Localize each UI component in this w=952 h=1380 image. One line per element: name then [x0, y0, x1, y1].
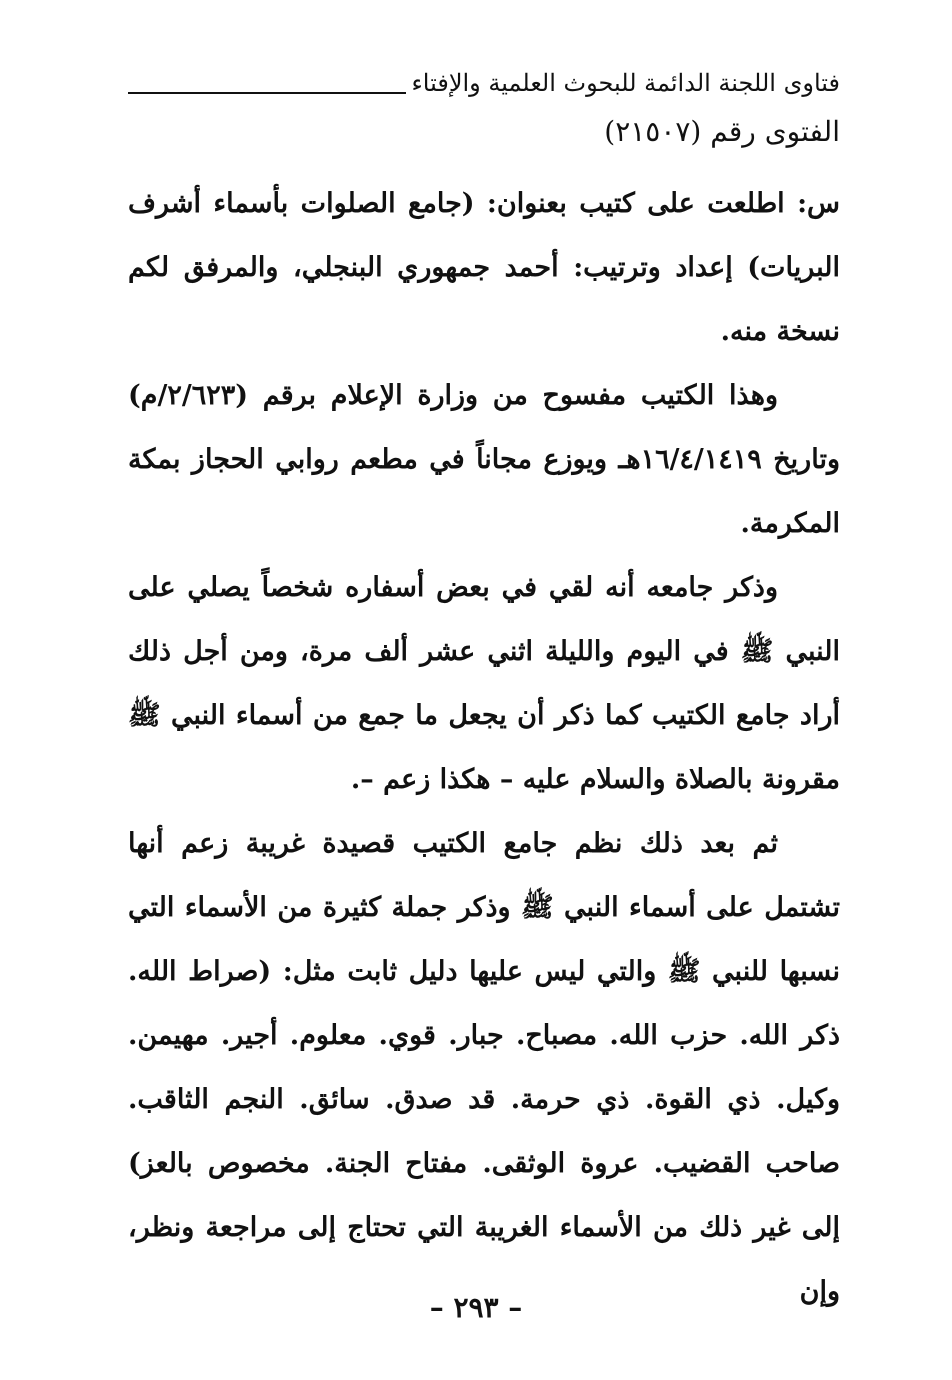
header-rule	[128, 92, 406, 94]
running-header	[128, 58, 840, 98]
page-number: – ٢٩٣ –	[429, 1291, 523, 1324]
fatwa-number-heading: الفتوى رقم (٢١٥٠٧)	[604, 115, 840, 148]
body-paragraph: وذكر جامعه أنه لقي في بعض أسفاره شخصاً يصلي على النبي ﷺ في اليوم والليلة اثني عشر ألف مرة، ومن أجل ذلك أراد جامع الكتيب كما ذكر أن يجعل ما جمع من أسماء النبي ﷺ مقرونة بالصلاة والسلام عليه – هكذا زعم –.	[128, 572, 840, 795]
running-header-title: فتاوى اللجنة الدائمة للبحوث العلمية والإفتاء	[411, 69, 840, 97]
body-paragraph: وهذا الكتيب مفسوح من وزارة الإعلام برقم (٢/٦٢٣/م) وتاريخ ١٦/٤/١٤١٩هـ ويوزع مجاناً في مطعم روابي الحجاز بمكة المكرمة.	[128, 380, 840, 539]
body-paragraph: ثم بعد ذلك نظم جامع الكتيب قصيدة غريبة زعم أنها تشتمل على أسماء النبي ﷺ وذكر جملة كثيرة من الأسماء التي نسبها للنبي ﷺ والتي ليس عليها دليل ثابت مثل: (صراط الله. ذكر الله. حزب الله. مصباح. جبار. قوي. معلوم. أجير. مهيمن. وكيل. ذي القوة. ذي حرمة. قد صدق. سائق. النجم الثاقب. صاحب القضيب. عروة الوثقى. مفتاح الجنة. مخصوص بالعز) إلى غير ذلك من الأسماء الغريبة التي تحتاج إلى مراجعة ونظر، وإن	[128, 828, 841, 1307]
body-text	[128, 172, 840, 1324]
question-paragraph: س: اطلعت على كتيب بعنوان: (جامع الصلوات بأسماء أشرف البريات) إعداد وترتيب: أحمد جمهوري البنجلي، والمرفق لكم نسخة منه.	[128, 188, 840, 347]
